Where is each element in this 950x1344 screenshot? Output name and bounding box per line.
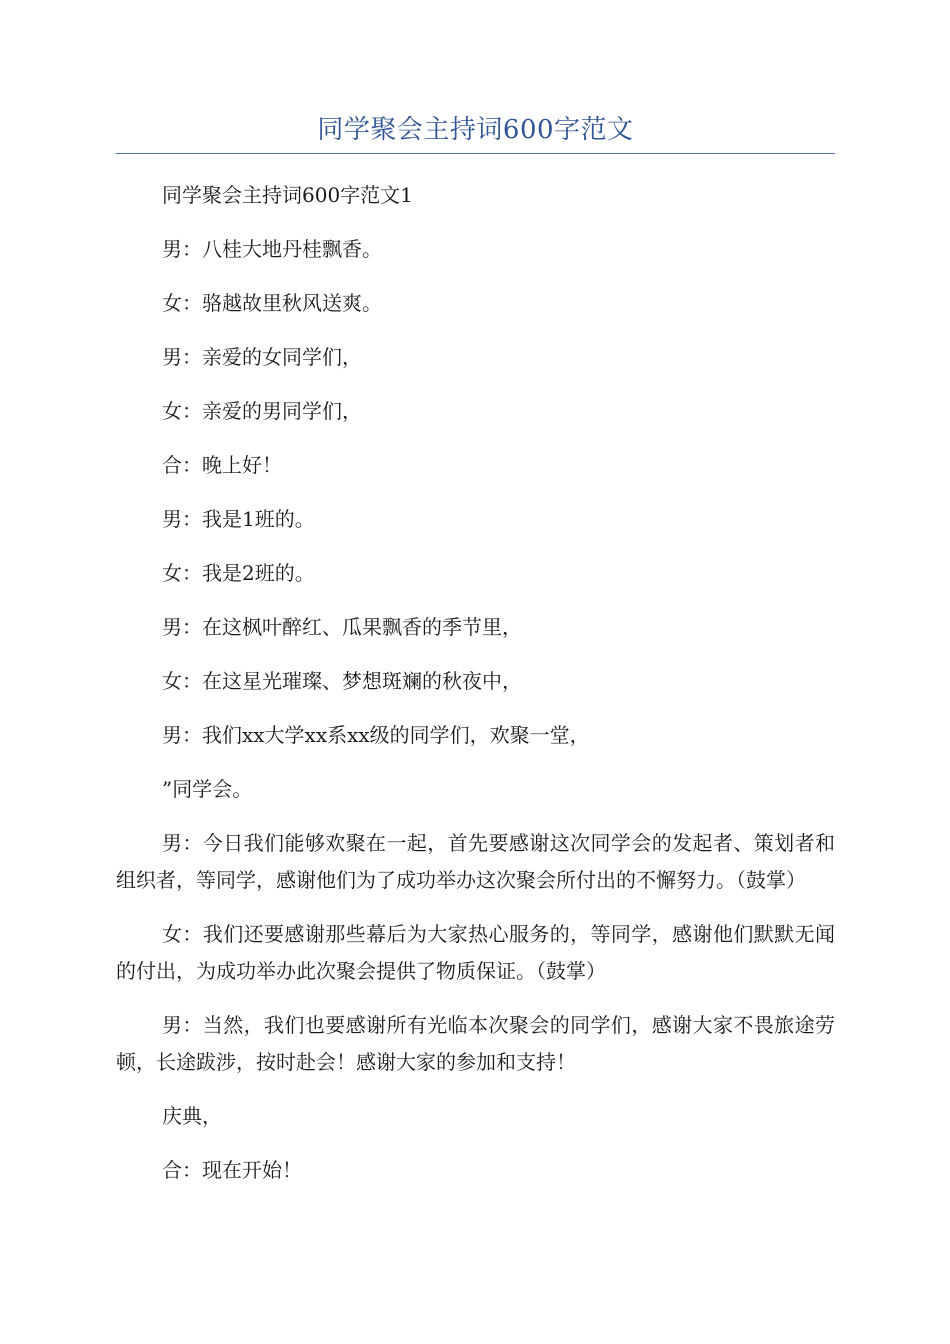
dialogue-line: 女：在这星光璀璨、梦想斑斓的秋夜中，: [162, 669, 522, 693]
dialogue-line: 女：我是2班的。: [162, 561, 315, 585]
dialogue-line: 男：在这枫叶醉红、瓜果飘香的季节里，: [162, 615, 522, 639]
document-title: 同学聚会主持词600字范文: [317, 115, 634, 145]
dialogue-line: 合：晚上好！: [162, 453, 282, 477]
dialogue-line: 男：当然，我们也要感谢所有光临本次聚会的同学们，感谢大家不畏旅途劳顿，长途跋涉，按时赴会！感谢大家的参加和支持！: [116, 1013, 835, 1074]
dialogue-line: 男：我是1班的。: [162, 507, 315, 531]
dialogue-line: ”同学会。: [162, 777, 253, 801]
dialogue-line: 女：亲爱的男同学们，: [162, 399, 362, 423]
dialogue-line: 合：现在开始！: [162, 1158, 302, 1182]
dialogue-line: 女：骆越故里秋风送爽。: [162, 291, 382, 315]
dialogue-line: 女：我们还要感谢那些幕后为大家热心服务的，等同学，感谢他们默默无闻的付出，为成功举办此次聚会提供了物质保证。（鼓掌）: [116, 922, 835, 983]
dialogue-line: 男：今日我们能够欢聚在一起，首先要感谢这次同学会的发起者、策划者和组织者，等同学，感谢他们为了成功举办这次聚会所付出的不懈努力。（鼓掌）: [116, 831, 835, 892]
title-underline: [116, 153, 835, 154]
dialogue-line: 庆典，: [162, 1104, 222, 1128]
dialogue-line: 男：亲爱的女同学们，: [162, 345, 362, 369]
document-body: [116, 177, 835, 1206]
dialogue-line: 男：我们xx大学xx系xx级的同学们，欢聚一堂，: [162, 723, 590, 747]
dialogue-line: 男：八桂大地丹桂飘香。: [162, 237, 382, 261]
section-heading: 同学聚会主持词600字范文1: [162, 183, 413, 207]
